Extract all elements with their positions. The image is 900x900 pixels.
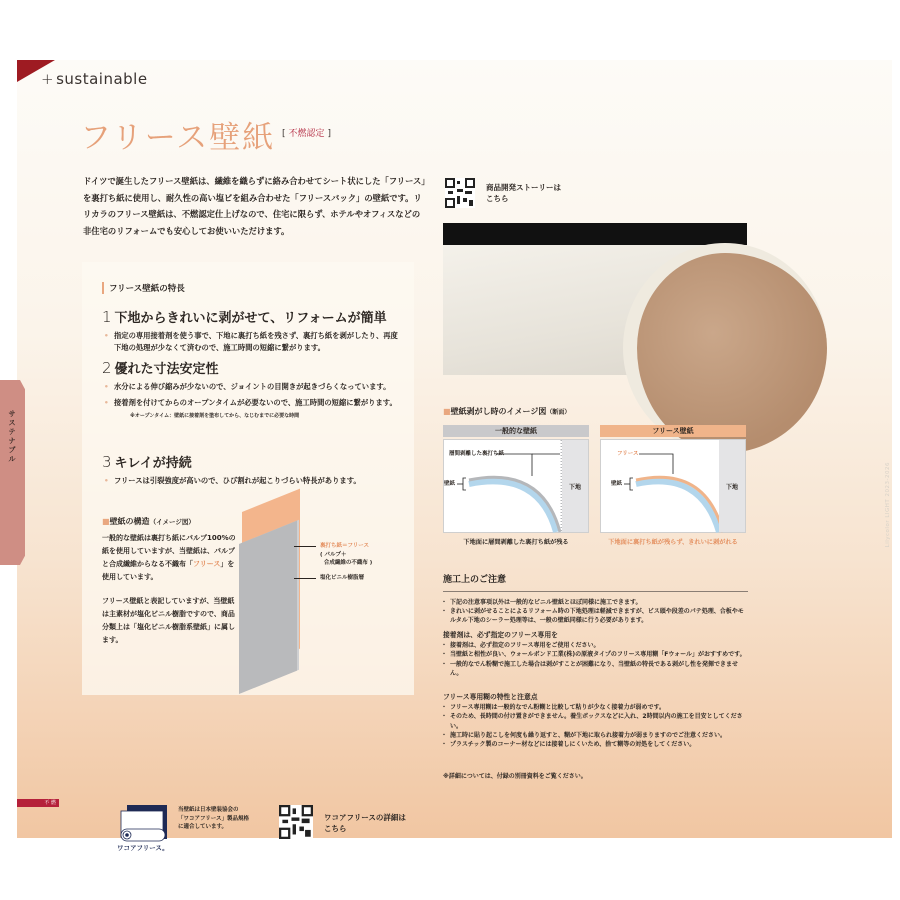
structure-description: 一般的な壁紙は裏打ち紙にパルプ100%の紙を使用していますが、当壁紙は、パルプと合成繊維からなる不織布「フリース」を使用しています。 フリース壁紙と表記していますが、当壁紙は主素材が塩化ビニル樹脂ですので、商品分類上は「塩化ビニル樹脂系壁紙」に属します。 [102, 534, 236, 644]
section-brand: + sustainable [41, 70, 148, 88]
caution-glue: フリース専用糊の特性と注意点 ・ フリース専用糊は一般的なでん粉糊と比較して粘りが少なく接着力が弱めです。 ・ そのため、長時間の付け置きができません。養生ボックスなどに入れ、2時間以内の施工を目安としてください。 ・ 施工時に貼り起こしを何度も繰り返すと、糊が下地に取られ接着力が弱まりますのでご注意ください。 ・ プラスチック製のコーナー材などには接着しにくいため、捨て糊等の対処をしてください。 [443, 693, 748, 749]
label-fleece-detail: ( パルプ＋ 合成繊維の不織布 ) [320, 552, 373, 566]
diagram-general-wallpaper: 一般的な壁紙 層間剥離した裏打ち紙 壁紙 下地 下地面に層間剥離した裏打ち紙が残る [443, 425, 589, 535]
label-vinyl: 塩化ビニル樹脂層 [320, 575, 365, 581]
qr-code-icon[interactable] [279, 805, 313, 839]
waco-compliance-text: 当壁紙は日本壁装協会の 「ワコアフリース」製品規格 に適合しています。 [178, 807, 250, 830]
feature-bullet: • フリースは引裂強度が高いので、ひび割れが起こりづらい特長があります。 [102, 475, 402, 487]
feature-bullet: • 接着剤を付けてからのオープンタイムが必要ないので、施工時間の短縮に繋がります。 [102, 397, 402, 409]
feature-note: ※オープンタイム：壁紙に接着剤を塗布してから、なじむまでに必要な時間 [130, 413, 300, 419]
page-title: フリース壁紙 [80, 120, 276, 156]
qr-link-text[interactable]: ワコアフリースの詳細は こちら [324, 813, 406, 833]
qr-code-icon[interactable] [445, 178, 475, 208]
certification-badge: [ 不燃認定 ] [282, 129, 332, 139]
features-box [82, 262, 414, 695]
feature-item-1: 1 下地からきれいに剥がせて、リフォームが簡単 • 指定の専用接着剤を使う事で、下地に裏打ち紙を残さず、裏打ち紙を剥がしたり、再度下地の処理が少なくて済むので、施工時間の短縮に繋がります。 [102, 307, 402, 353]
side-index-tab[interactable] [0, 380, 25, 565]
footnote: ※詳細については、付録の別冊資料をご覧ください。 [443, 773, 587, 780]
label-fleece: 裏打ち紙＝フリース [320, 543, 370, 549]
qr-link-text[interactable]: 商品開発ストーリーは こちら [486, 183, 561, 203]
waco-fleece-name: ワコアフリース。 [117, 844, 169, 852]
peel-diagram-heading: ■壁紙剥がし時のイメージ図（断面） [443, 407, 571, 416]
feature-item-3: 3 キレイが持続 • フリースは引裂強度が高いので、ひび割れが起こりづらい特長があります。 [102, 452, 402, 487]
feature-bullet: • 水分による伸び縮みが少ないので、ジョイントの目開きが起きづらくなっています。 [102, 381, 402, 393]
structure-heading: ■壁紙の構造（イメージ図） [102, 517, 195, 526]
feature-bullet: • 指定の専用接着剤を使う事で、下地に裏打ち紙を残さず、裏打ち紙を剥がしたり、再度下地の処理が少なくて済むので、施工時間の短縮に繋がります。 [102, 330, 402, 353]
caution-general: ・ 下記の注意事項以外は一般的なビニル壁紙とほぼ同様に施工できます。 ・ きれいに剥がせることによるリフォーム時の下地処理は軽減できますが、ビス頭や段差のパテ処理、合板やモルタル下地のシーラー処理等は、一般の壁紙同様に行う必要があります。 [443, 598, 748, 626]
plus-icon: + [41, 70, 55, 88]
brand-logo-icon: ▥ [867, 851, 879, 864]
feature-item-2: 2 優れた寸法安定性 • 水分による伸び縮みが少ないので、ジョイントの目開きが起きづらくなっています。 • 接着剤を付けてからのオープンタイムが必要ないので、施工時間の短縮に繋がります。 ※オープンタイム：壁紙に接着剤を塗布してから、なじむまでに必要な時間 [102, 358, 402, 419]
catalog-vertical-label: Lilycolor LIGHT 2023-2026 [885, 462, 891, 548]
vinyl-layer-shape [239, 521, 297, 694]
features-heading: フリース壁紙の特長 [102, 282, 185, 294]
catalog-page [17, 60, 892, 864]
intro-paragraph: ドイツで誕生したフリース壁紙は、繊維を織らずに絡み合わせてシート状にした「フリース」を裏打ち紙に使用し、耐久性の高い塩ビを組み合わせた「フリースバック」の壁紙です。リリカラのフリース壁紙は、不燃認定仕上げなので、住宅に限らず、ホテルやオフィスなどの非住宅のリフォームでも安心してお使いいただけます。 [83, 176, 426, 236]
nonflammable-badge: 不 燃 [17, 799, 59, 807]
diagram-fleece-wallpaper: フリース壁紙 フリース 壁紙 下地 下地面に裏打ち紙が残らず、きれいに剥がれる [600, 425, 746, 535]
fleece-roll-photo [443, 223, 747, 375]
side-index-label: サステナブル [8, 410, 16, 463]
caution-heading: 施工上のご注意 [443, 572, 748, 592]
caution-adhesive: 接着剤は、必ず指定のフリース専用を ・ 接着剤は、必ず指定のフリース専用をご使用ください。 ・ 当壁紙と相性が良い、ウォールボンド工業(株)の原液タイプのフリース専用糊「Fウォール」がおすすめです。 ・ 一般的なでん粉糊で施工した場合は剥がすことが困難になり、当壁紙の特長である剥がし性を発揮できません。 [443, 631, 748, 678]
